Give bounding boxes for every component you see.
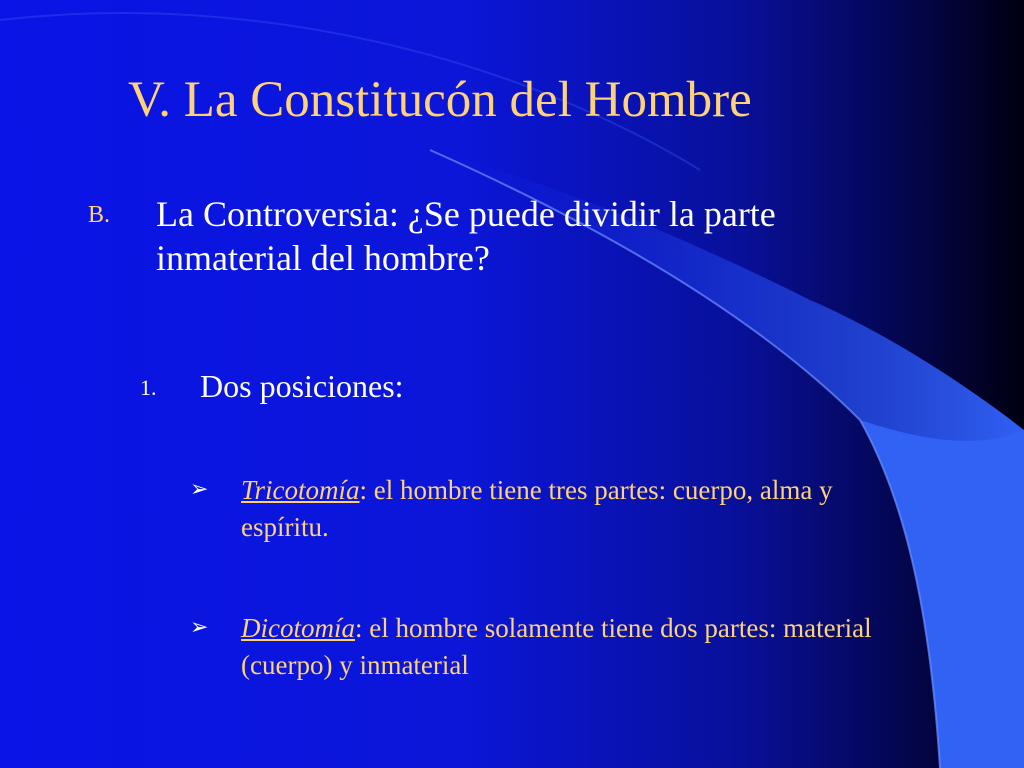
arrow-bullet-icon: ➢: [190, 476, 209, 501]
bullet-item-text: [241, 610, 910, 684]
outline-point-b: [88, 192, 848, 280]
term-suffix: :: [359, 475, 368, 505]
arrow-bullet-icon: ➢: [190, 614, 209, 639]
slide-title: V. La Constitucón del Hombre: [128, 72, 752, 128]
outline-point-1-text: Dos posiciones:: [200, 368, 404, 404]
outline-marker-b: B.: [88, 202, 111, 228]
term-link: Tricotomía: [241, 475, 360, 505]
outline-point-b-text: La Controversia: ¿Se puede dividir la parte inmaterial del hombre?: [156, 194, 776, 278]
bullet-description: el hombre solamente tiene dos partes: material (cuerpo) y inmaterial: [241, 613, 872, 680]
bullet-description: el hombre tiene tres partes: cuerpo, alma y espíritu.: [241, 475, 833, 542]
bullet-item-tricotomia: [190, 472, 910, 546]
bullet-item-text: [241, 472, 910, 546]
term-link: Dicotomía: [241, 613, 355, 643]
outline-marker-1: 1.: [140, 375, 157, 400]
outline-point-1: [140, 366, 740, 406]
bullet-item-dicotomia: [190, 610, 910, 684]
term-suffix: :: [355, 613, 363, 643]
